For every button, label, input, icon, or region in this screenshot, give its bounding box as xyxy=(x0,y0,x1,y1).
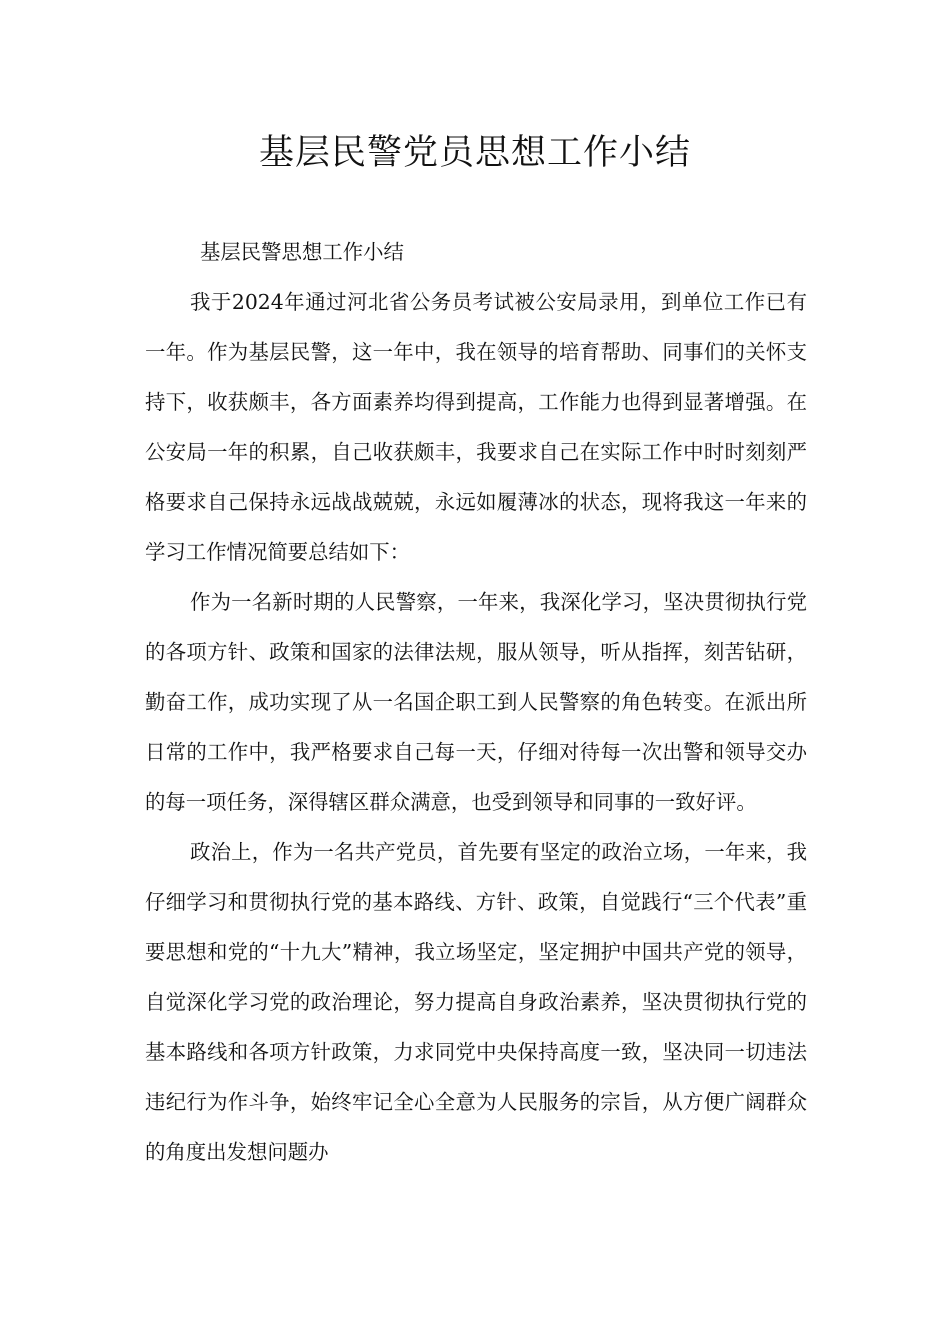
paragraph-work: 作为一名新时期的人民警察，一年来，我深化学习，坚决贯彻执行党的各项方针、政策和国家的法律法规，服从领导，听从指挥，刻苦钻研，勤奋工作，成功实现了从一名国企职工到人民警察的角色转变。在派出所日常的工作中，我严格要求自己每一天，仔细对待每一次出警和领导交办的每一项任务，深得辖区群众满意，也受到领导和同事的一致好评。 xyxy=(145,590,807,814)
paragraph-intro: 我于2024年通过河北省公务员考试被公安局录用，到单位工作已有一年。作为基层民警，这一年中，我在领导的培育帮助、同事们的关怀支持下，收获颇丰，各方面素养均得到提高，工作能力也得到显著增强。在公安局一年的积累，自己收获颇丰，我要求自己在实际工作中时时刻刻严格要求自己保持永远战战兢兢，永远如履薄冰的状态，现将我这一年来的学习工作情况简要总结如下： xyxy=(145,290,807,564)
paragraph-politics: 政治上，作为一名共产党员，首先要有坚定的政治立场，一年来，我仔细学习和贯彻执行党的基本路线、方针、政策，自觉践行“三个代表”重要思想和党的“十九大”精神，我立场坚定，坚定拥护中国共产党的领导，自觉深化学习党的政治理论，努力提高自身政治素养，坚决贯彻执行党的基本路线和各项方针政策，力求同党中央保持高度一致，坚决同一切违法违纪行为作斗争，始终牢记全心全意为人民服务的宗旨，从方便广阔群众的角度出发想问题办 xyxy=(145,840,807,1164)
document-body xyxy=(145,227,807,1177)
document-title: 基层民警党员思想工作小结 xyxy=(258,133,691,173)
document-subtitle: 基层民警思想工作小结 xyxy=(200,240,404,264)
